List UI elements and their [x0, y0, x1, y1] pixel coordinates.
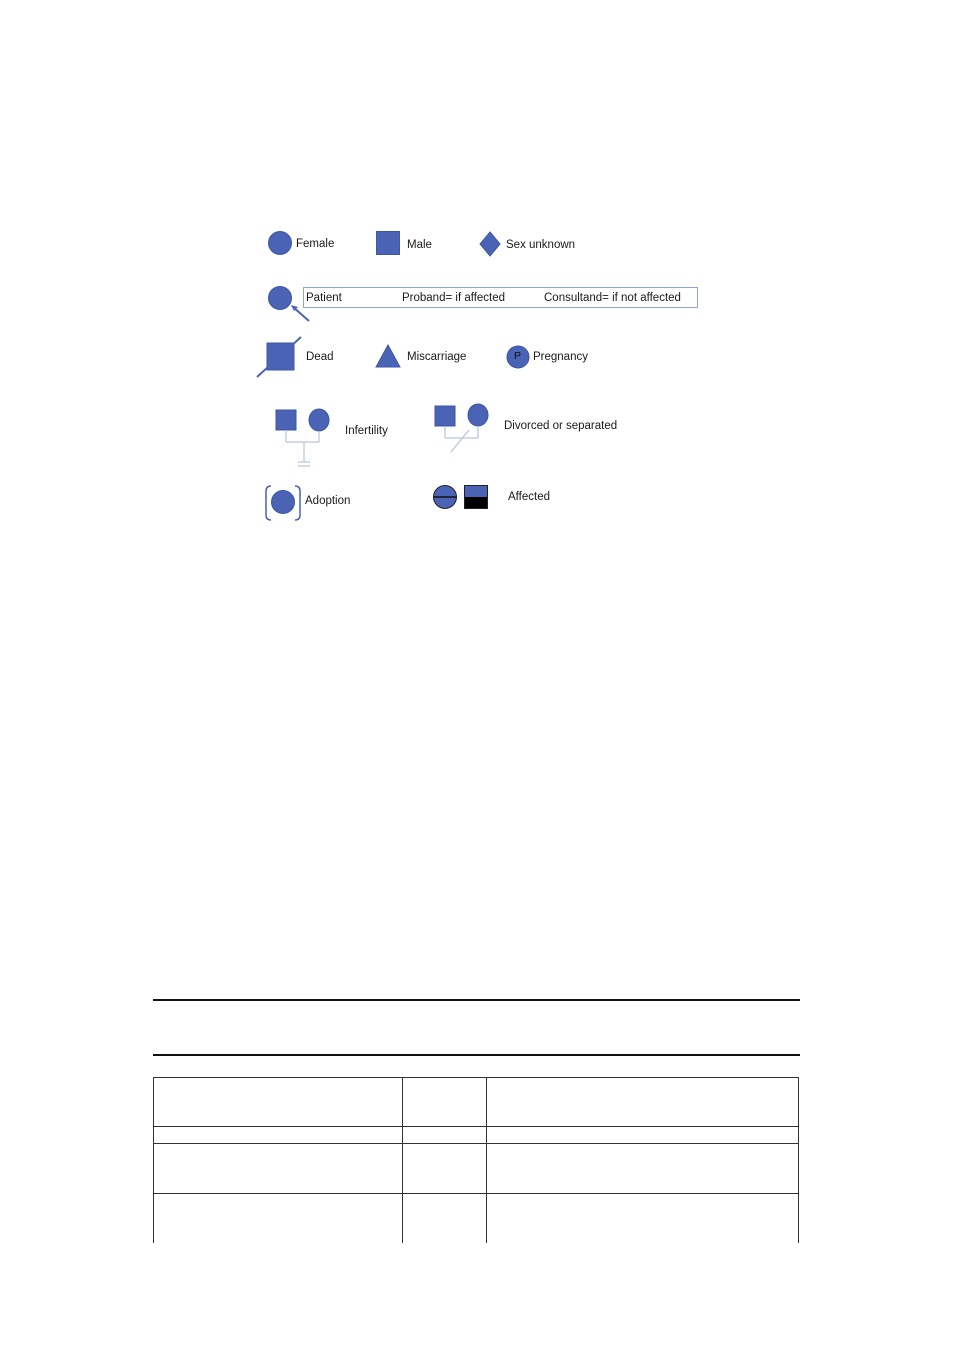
table-row-border	[153, 1193, 799, 1194]
consultand-label: Consultand= if not affected	[544, 292, 681, 304]
sex-unknown-label: Sex unknown	[506, 239, 576, 251]
female-label: Female	[296, 238, 335, 250]
affected-square-symbol	[464, 485, 488, 509]
proband-label: Proband= if affected	[402, 292, 506, 304]
male-symbol	[376, 231, 400, 255]
infertility-symbol	[274, 406, 332, 470]
table-column-border	[402, 1077, 403, 1243]
empty-table-grid	[153, 1077, 799, 1243]
affected-circle-symbol	[432, 484, 458, 510]
miscarriage-symbol	[375, 344, 401, 368]
table-row-border	[153, 1143, 799, 1144]
divorced-symbol	[433, 402, 491, 456]
miscarriage-label: Miscarriage	[407, 351, 467, 363]
male-label: Male	[407, 239, 432, 251]
table-top-rule	[153, 999, 800, 1001]
table-row-border	[153, 1126, 799, 1127]
dead-symbol	[255, 335, 303, 379]
female-symbol	[267, 230, 293, 256]
pregnancy-label: Pregnancy	[533, 351, 588, 363]
table-row-border	[153, 1077, 799, 1078]
adoption-label: Adoption	[305, 495, 351, 507]
table-column-border	[798, 1077, 799, 1243]
affected-label: Affected	[508, 491, 550, 503]
dead-label: Dead	[306, 351, 334, 363]
table-column-border	[486, 1077, 487, 1243]
adoption-symbol	[265, 484, 301, 522]
sex-unknown-symbol	[479, 231, 501, 257]
table-header-rule	[153, 1054, 800, 1056]
infertility-label: Infertility	[345, 425, 388, 437]
pregnancy-symbol-letter: P	[514, 350, 522, 362]
table-column-border	[153, 1077, 154, 1243]
divorced-label: Divorced or separated	[504, 420, 618, 432]
patient-label: Patient	[306, 292, 342, 304]
